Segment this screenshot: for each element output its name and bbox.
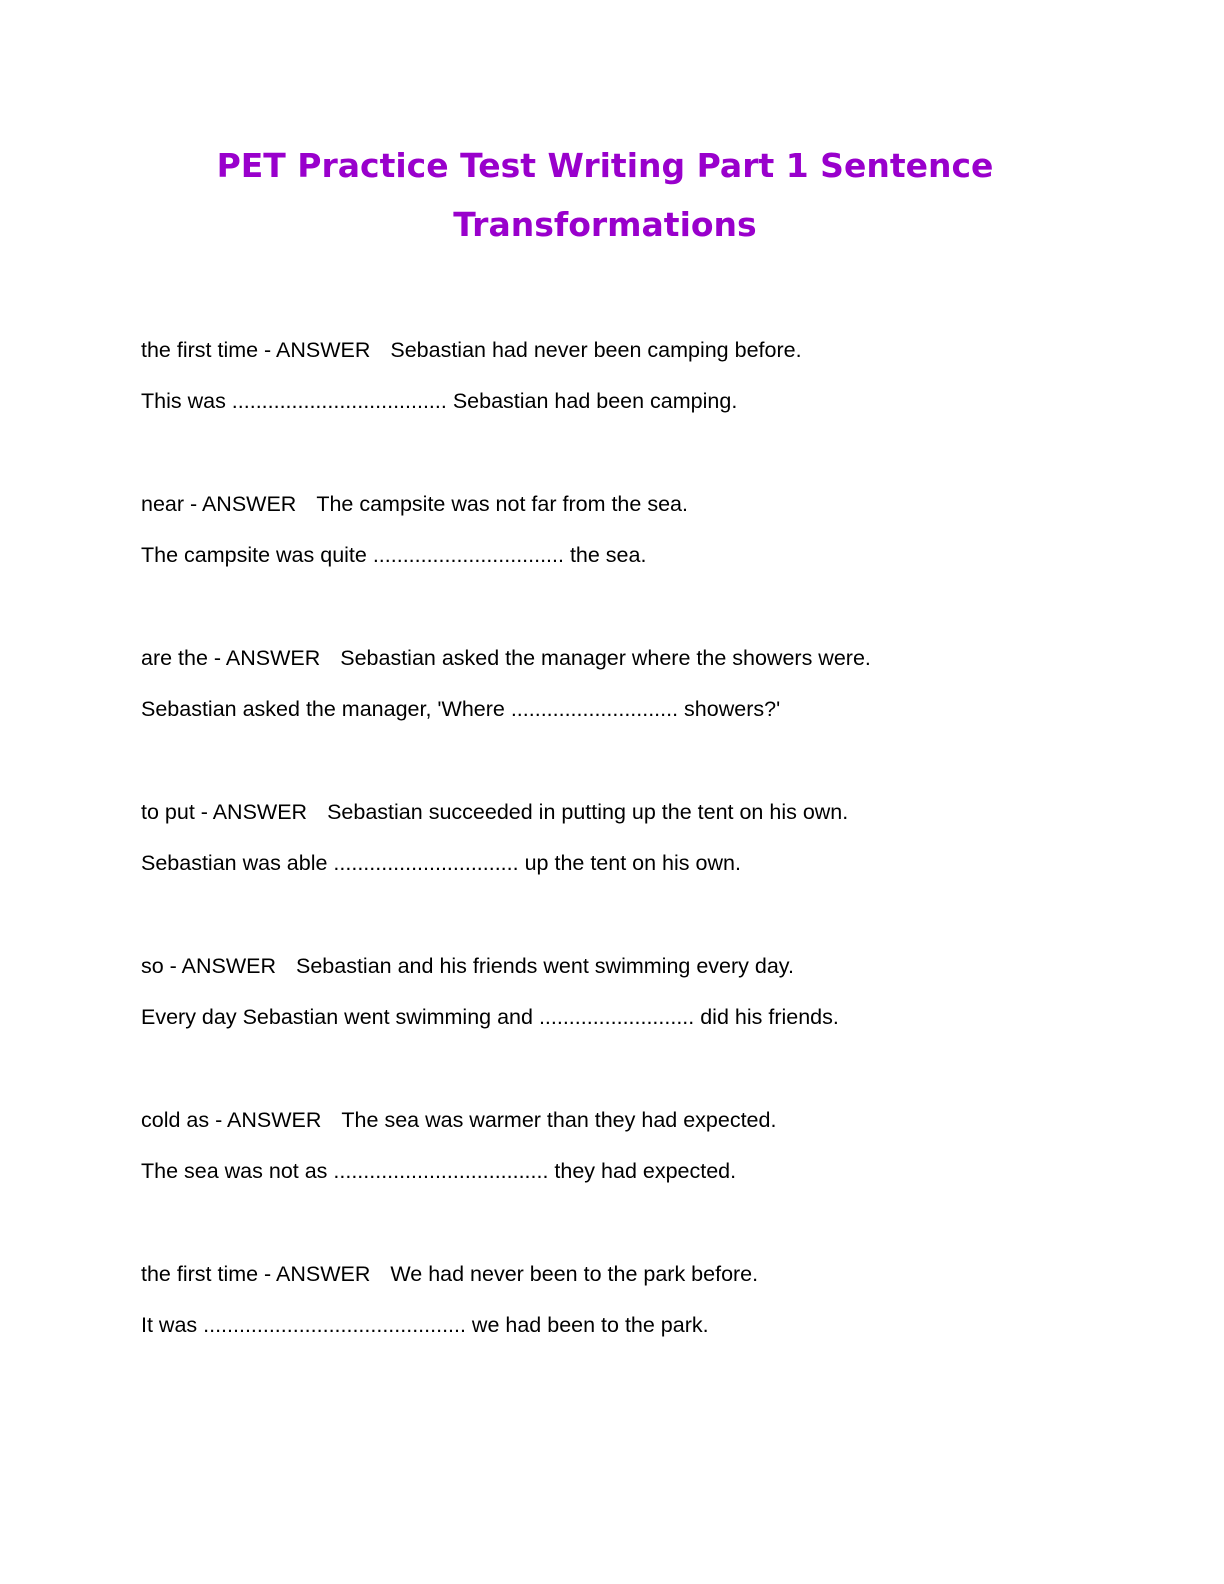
answer-keyword: so - ANSWER — [141, 954, 276, 978]
question-item — [141, 325, 1101, 427]
question-prompt-line — [141, 787, 1101, 838]
transformation-sentence: The sea was not as .................................... they had expected. — [141, 1159, 737, 1183]
answer-keyword: the first time - ANSWER — [141, 338, 371, 362]
question-prompt-line — [141, 633, 1101, 684]
transformation-sentence: Every day Sebastian went swimming and .......................... did his friends. — [141, 1005, 839, 1029]
question-item — [141, 941, 1101, 1043]
question-prompt-line — [141, 1249, 1101, 1300]
original-sentence: Sebastian succeeded in putting up the tent on his own. — [327, 800, 849, 824]
answer-keyword: the first time - ANSWER — [141, 1262, 371, 1286]
original-sentence: We had never been to the park before. — [390, 1262, 759, 1286]
question-item — [141, 787, 1101, 889]
answer-keyword: to put - ANSWER — [141, 800, 308, 824]
transformation-sentence: This was .................................... Sebastian had been camping. — [141, 389, 738, 413]
question-prompt-line — [141, 1095, 1101, 1146]
question-item — [141, 1095, 1101, 1197]
original-sentence: Sebastian and his friends went swimming every day. — [296, 954, 794, 978]
question-prompt-line — [141, 325, 1101, 376]
transformation-sentence: It was ............................................ we had been to the park. — [141, 1313, 709, 1337]
transformation-sentence: Sebastian asked the manager, 'Where ............................ showers?' — [141, 697, 781, 721]
answer-keyword: cold as - ANSWER — [141, 1108, 322, 1132]
page-title: PET Practice Test Writing Part 1 Sentence Transformations — [216, 146, 994, 244]
transformation-sentence: Sebastian was able ............................... up the tent on his own. — [141, 851, 741, 875]
original-sentence: Sebastian had never been camping before. — [390, 338, 802, 362]
question-prompt-line — [141, 479, 1101, 530]
question-prompt-line — [141, 941, 1101, 992]
question-item — [141, 633, 1101, 735]
original-sentence: Sebastian asked the manager where the showers were. — [340, 646, 871, 670]
transformation-sentence: The campsite was quite ................................ the sea. — [141, 543, 647, 567]
answer-keyword: near - ANSWER — [141, 492, 297, 516]
question-item — [141, 1249, 1101, 1351]
question-item — [141, 479, 1101, 581]
original-sentence: The campsite was not far from the sea. — [316, 492, 688, 516]
answer-keyword: are the - ANSWER — [141, 646, 321, 670]
original-sentence: The sea was warmer than they had expected. — [341, 1108, 777, 1132]
question-list — [141, 325, 1101, 1403]
